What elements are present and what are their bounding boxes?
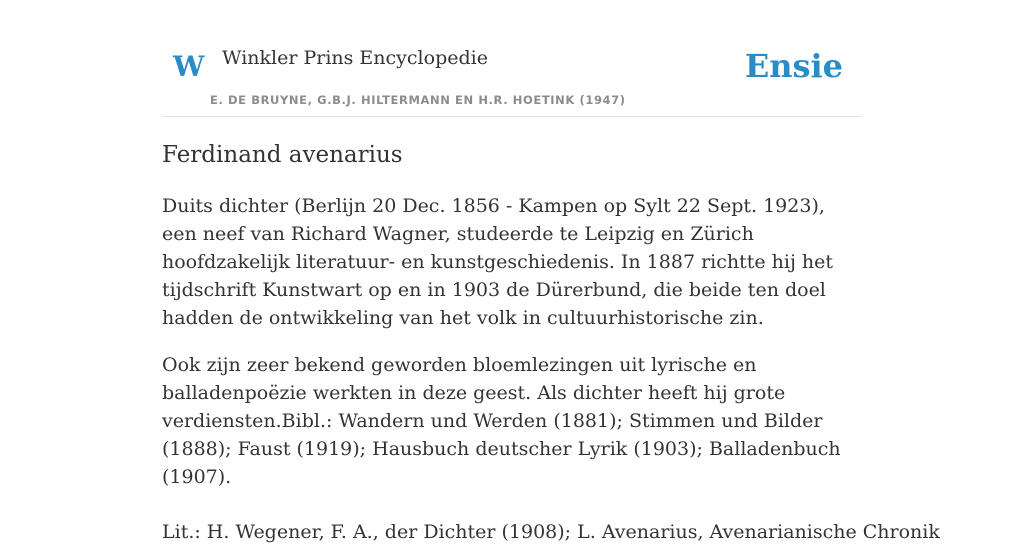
- page-container: [162, 0, 940, 546]
- site-header: [162, 0, 862, 117]
- article-title: Ferdinand avenarius: [162, 142, 403, 168]
- publication-title[interactable]: Winkler Prins Encyclopedie: [222, 47, 488, 69]
- article-paragraph: Lit.: H. Wegener, F. A., der Dichter (1908); L. Avenarius, Avenarianische Chronik: [162, 520, 940, 543]
- article-paragraph: Duits dichter (Berlijn 20 Dec. 1856 - Kampen op Sylt 22 Sept. 1923), een neef van Richard Wagner, studeerde te Leipzig en Zürich hoofdzakelijk literatuur- en kunstgeschiedenis. In 1887 richtte hij het tijdschrift Kunstwart op en in 1903 de Dürerbund, die beide ten doel hadden de ontwikkeling van het volk in cultuurhistorische zin.: [162, 194, 834, 329]
- publication-authors: E. DE BRUYNE, G.B.J. HILTERMANN EN H.R. HOETINK (1947): [210, 93, 626, 107]
- encyclopedia-logo-icon[interactable]: W: [173, 50, 205, 83]
- article-paragraph: Ook zijn zeer bekend geworden bloemlezingen uit lyrische en balladenpoëzie werkten in deze geest. Als dichter heeft hij grote verdiensten.Bibl.: Wandern und Werden (1881); Stimmen und Bilder (1888); Faust (1919); Hausbuch deutscher Lyrik (1903); Balladenbuch (1907).: [162, 353, 841, 488]
- ensie-logo[interactable]: Ensie: [744, 47, 843, 85]
